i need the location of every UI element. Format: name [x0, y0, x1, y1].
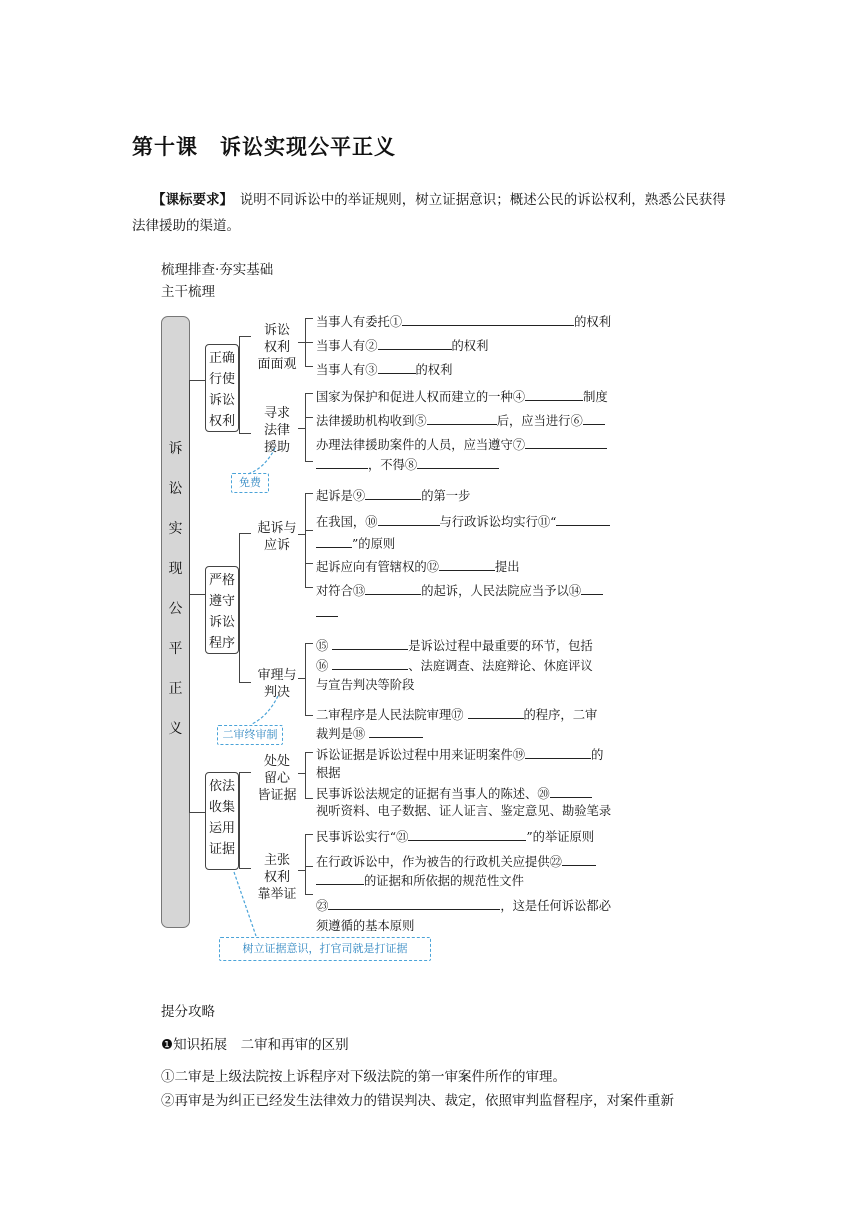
- leaf-item: ㉓ ，这是任何诉讼都必: [316, 896, 611, 916]
- root-char: 公: [168, 601, 183, 617]
- root-node: [161, 316, 190, 928]
- root-char: 讼: [168, 481, 183, 497]
- leaf-item: 民事诉讼法规定的证据有当事人的陈述、⑳: [316, 784, 592, 804]
- branch-box-rights: 正确 行使 诉讼 权利: [205, 344, 239, 432]
- root-char: 现: [168, 561, 183, 577]
- leaf-item: 视听资料、电子数据、证人证言、鉴定意见、勘验笔录: [316, 804, 612, 818]
- leaf-item: ⑯ 、法庭调查、法庭辩论、休庭评议: [316, 656, 593, 676]
- leaf-item: 当事人有委托① 的权利: [316, 312, 611, 332]
- knowledge-expand: [161, 1034, 349, 1056]
- branch-box-evidence: 依法 收集 运用 证据: [205, 772, 239, 870]
- subsection-heading: 主干梳理: [161, 284, 215, 300]
- leaf-item: 国家为保护和促进人权而建立的一种④ 制度: [316, 387, 608, 407]
- leaf-item: 的证据和所依据的规范性文件: [316, 871, 524, 891]
- node-evidence-everywhere: 处处 留心 皆证据: [257, 754, 297, 803]
- leaf-item: 法律援助机构收到⑤ 后，应当进行⑥: [316, 411, 605, 431]
- leaf-item: 对符合⑬ 的起诉，人民法院应当予以⑭: [316, 581, 603, 601]
- leaf-item: 在我国，⑩ 与行政诉讼均实行⑪“: [316, 512, 610, 532]
- section-heading: 梳理排查·夯实基础: [161, 262, 274, 278]
- leaf-item: ⑮ 是诉讼过程中最重要的环节，包括: [316, 636, 593, 656]
- leaf-item: 民事诉讼实行“㉑ ”的举证原则: [316, 827, 594, 847]
- leaf-item: 当事人有③ 的权利: [316, 360, 452, 380]
- tips-heading: 提分攻略: [161, 1004, 215, 1020]
- leaf-item: 裁判是⑱: [316, 724, 423, 744]
- leaf-item: 根据: [316, 766, 341, 780]
- paragraph-2: ②再审是为纠正已经发生法律效力的错误判决、裁定，依照审判监督程序，对案件重新: [161, 1093, 674, 1109]
- leaf-item: 须遵循的基本原则: [316, 919, 415, 933]
- root-char: 平: [168, 641, 183, 657]
- leaf-item: 起诉应向有管辖权的⑫ 提出: [316, 557, 520, 577]
- node-legal-aid: 寻求 法律 援助: [263, 406, 290, 455]
- leaf-item: 当事人有② 的权利: [316, 336, 488, 356]
- leaf-item: 诉讼证据是诉讼过程中用来证明案件⑲ 的: [316, 745, 603, 765]
- branch-box-procedure: 严格 遵守 诉讼 程序: [205, 566, 239, 654]
- paragraph-1: ①二审是上级法院按上诉程序对下级法院的第一审案件所作的审理。: [161, 1069, 566, 1085]
- leaf-item: ”的原则: [316, 534, 395, 554]
- node-trial: 审理与 判决: [257, 668, 297, 700]
- node-rights-overview: 诉讼 权利 面面观: [257, 323, 297, 372]
- knowledge-label: ❶知识拓展: [161, 1037, 228, 1053]
- root-char: 义: [168, 721, 183, 737]
- leaf-item: 在行政诉讼中，作为被告的行政机关应提供㉒: [316, 852, 596, 872]
- requirement-text: 说明不同诉讼中的举证规则，树立证据意识；概述公民的诉讼权利，熟悉公民获得法律援助的渠道。: [132, 192, 726, 234]
- root-char: 正: [168, 681, 183, 697]
- curriculum-requirement: [132, 187, 738, 239]
- page-title: 第十课 诉讼实现公平正义: [132, 135, 396, 159]
- leaf-item: 起诉是⑨ 的第一步: [316, 486, 470, 506]
- node-prosecution: 起诉与 应诉: [257, 521, 297, 553]
- leaf-item: 办理法律援助案件的人员，应当遵守⑦: [316, 435, 607, 455]
- knowledge-text: 二审和再审的区别: [240, 1037, 349, 1053]
- leaf-item: 与宣告判决等阶段: [316, 678, 415, 692]
- annotation-evidence-awareness: 树立证据意识，打官司就是打证据: [219, 937, 431, 961]
- root-char: 实: [168, 521, 183, 537]
- annotation-free: 免费: [231, 473, 269, 493]
- node-burden-of-proof: 主张 权利 靠举证: [257, 853, 297, 902]
- annotation-two-instance: 二审终审制: [217, 725, 283, 745]
- annotation-pointers: [200, 440, 290, 960]
- leaf-item: [316, 603, 338, 623]
- root-char: 诉: [168, 441, 183, 457]
- leaf-item: ，不得⑧: [316, 455, 499, 475]
- leaf-item: 二审程序是人民法院审理⑰ 的程序，二审: [316, 705, 597, 725]
- requirement-label: 【课标要求】: [152, 192, 227, 208]
